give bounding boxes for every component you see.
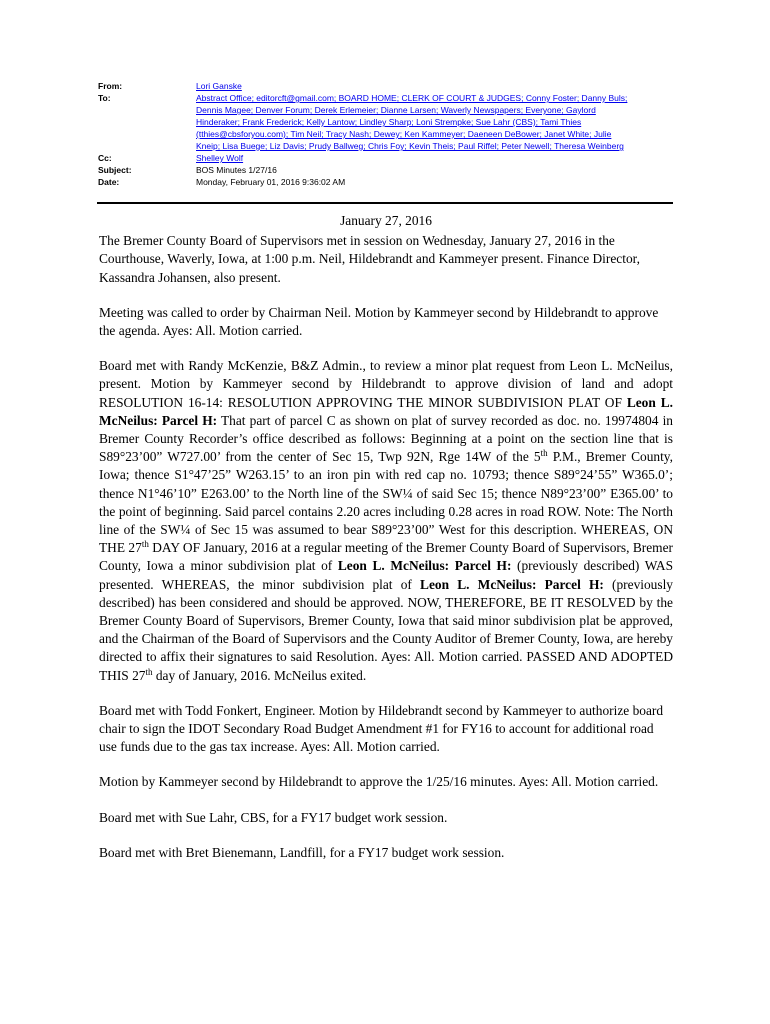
from-label: From: (98, 81, 123, 91)
minutes-paragraph-session: The Bremer County Board of Supervisors met in session on Wednesday, January 27, 2016 in the Courthouse, Waverly, Iowa, at 1:00 p.m. Neil, Hildebrandt and Kammeyer present. Finance Director, Kassandra Johansen, also present. (99, 233, 640, 285)
subject-row (98, 164, 678, 176)
minutes-paragraph-cbs-budget: Board met with Sue Lahr, CBS, for a FY17 budget work session. (99, 809, 448, 825)
date-row (98, 176, 678, 188)
to-row (98, 92, 678, 152)
minutes-paragraph-resolution (99, 357, 673, 685)
minutes-paragraph-landfill-budget: Board met with Bret Bienemann, Landfill, for a FY17 budget work session. (99, 844, 505, 860)
date-label: Date: (98, 177, 120, 187)
date-value: Monday, February 01, 2016 9:36:02 AM (196, 177, 346, 187)
resolution-text-6: (previously described) has been considered and should be approved. NOW, THEREFORE, BE IT RESOLVED by the Bremer County Board of Supervisors, Bremer County, Iowa that said minor subdivision plat be approved, and the Chairman of the Board of Supervisors and the County Auditor of Bremer County, Iowa, are hereby directed to affix their signatures to said Resolution. Ayes: All. Motion carried. PASSED AND ADOPTED THIS 27 (99, 576, 674, 683)
resolution-parcel-name-3: Leon L. McNeilus: Parcel H: (420, 576, 604, 592)
superscript-th-3: th (145, 666, 153, 677)
minutes-paragraph-call-to-order: Meeting was called to order by Chairman Neil. Motion by Kammeyer second by Hildebrandt to approve the agenda. Ayes: All. Motion carried. (99, 304, 659, 339)
resolution-text-3: P.M., Bremer County, Iowa; thence S1°47’25” W263.15’ to an iron pin with red cap no. 10793; thence S89°24’55” W365.0’; thence N1°46’10” E263.00’ to the North line of the SW¼ of said Sec 15; thence N89°23’00” E365.00’ to the point of beginning. Said parcel contains 2.20 acres including 0.28 acres in road ROW. Note: The North line of the SW¼ of Sec 15 was assumed to bear S89°23’00” West for this description. WHEREAS, ON THE 27 (99, 449, 673, 556)
to-label: To: (98, 93, 111, 103)
resolution-text-7: day of January, 2016. McNeilus exited. (152, 667, 367, 683)
header-divider (97, 202, 673, 204)
minutes-paragraph-engineer: Board met with Todd Fonkert, Engineer. Motion by Hildebrandt second by Kammeyer to authorize board chair to sign the IDOT Secondary Road Budget Amendment #1 for FY16 to account for additional road use funds due to the gas tax increase. Ayes: All. Motion carried. (99, 702, 664, 755)
cc-row (98, 152, 678, 164)
resolution-parcel-name-1: Leon L. McNeilus: Parcel H: (99, 394, 673, 428)
resolution-text-4: DAY OF January, 2016 at a regular meeting of the Bremer County Board of Supervisors, Bremer County, Iowa a minor subdivision plat of (99, 540, 673, 574)
resolution-text-1: Board met with Randy McKenzie, B&Z Admin., to review a minor plat request from Leon L. McNeilus, present. Motion by Kammeyer second by Hildebrandt to approve division of land and adopt RESOLUTION 16-14: RESOLUTION APPROVING THE MINOR SUBDIVISION PLAT OF (99, 358, 673, 410)
email-header (98, 80, 678, 188)
resolution-text-2: That part of parcel C as shown on plat of survey recorded as doc. no. 19974804 in Bremer County Recorder’s office described as follows: Beginning at a point on the section line that is S89°23’00” W727.00’ from the center of Sec 15, Twp 92N, Rge 14W of the 5 (99, 412, 673, 465)
cc-value[interactable]: Shelley Wolf (196, 153, 244, 163)
superscript-th-2: th (141, 539, 149, 550)
resolution-text-5: (previously described) WAS presented. WHEREAS, the minor subdivision plat of (99, 558, 674, 592)
minutes-body (99, 212, 673, 879)
minutes-paragraph-approve-minutes: Motion by Kammeyer second by Hildebrandt to approve the 1/25/16 minutes. Ayes: All. Motion carried. (99, 774, 659, 790)
subject-value: BOS Minutes 1/27/16 (196, 165, 277, 175)
cc-label: Cc: (98, 153, 112, 163)
resolution-parcel-name-2: Leon L. McNeilus: Parcel H: (337, 558, 512, 574)
from-row (98, 80, 678, 92)
from-value[interactable]: Lori Ganske (196, 81, 242, 91)
superscript-th-1: th (540, 448, 548, 459)
minutes-date-heading: January 27, 2016 (340, 213, 432, 228)
subject-label: Subject: (98, 165, 132, 175)
to-recipients[interactable]: Abstract Office; editorcft@gmail.com; BOARD HOME; CLERK OF COURT & JUDGES; Conny Foster; Danny Buls; Dennis Magee; Denver Forum; Derek Erlemeier; Dianne Larsen; Waverly Newspapers; Everyone; Gaylord Hinderaker; Frank Frederick; Kelly Lantow; Lindley Sharp; Loni Strempke; Sue Lahr (CBS); Tami Thies (tthies@cbsforyou.com); Tim Neil; Tracy Nash; Dewey; Ken Kammeyer; Daeneen DeBower; Janet White; Julie Kneip; Lisa Buege; Liz Davis; Prudy Ballweg; Chris Foy; Kevin Theis; Paul Riffel; Peter Newell; Theresa Weinberg (196, 93, 628, 151)
